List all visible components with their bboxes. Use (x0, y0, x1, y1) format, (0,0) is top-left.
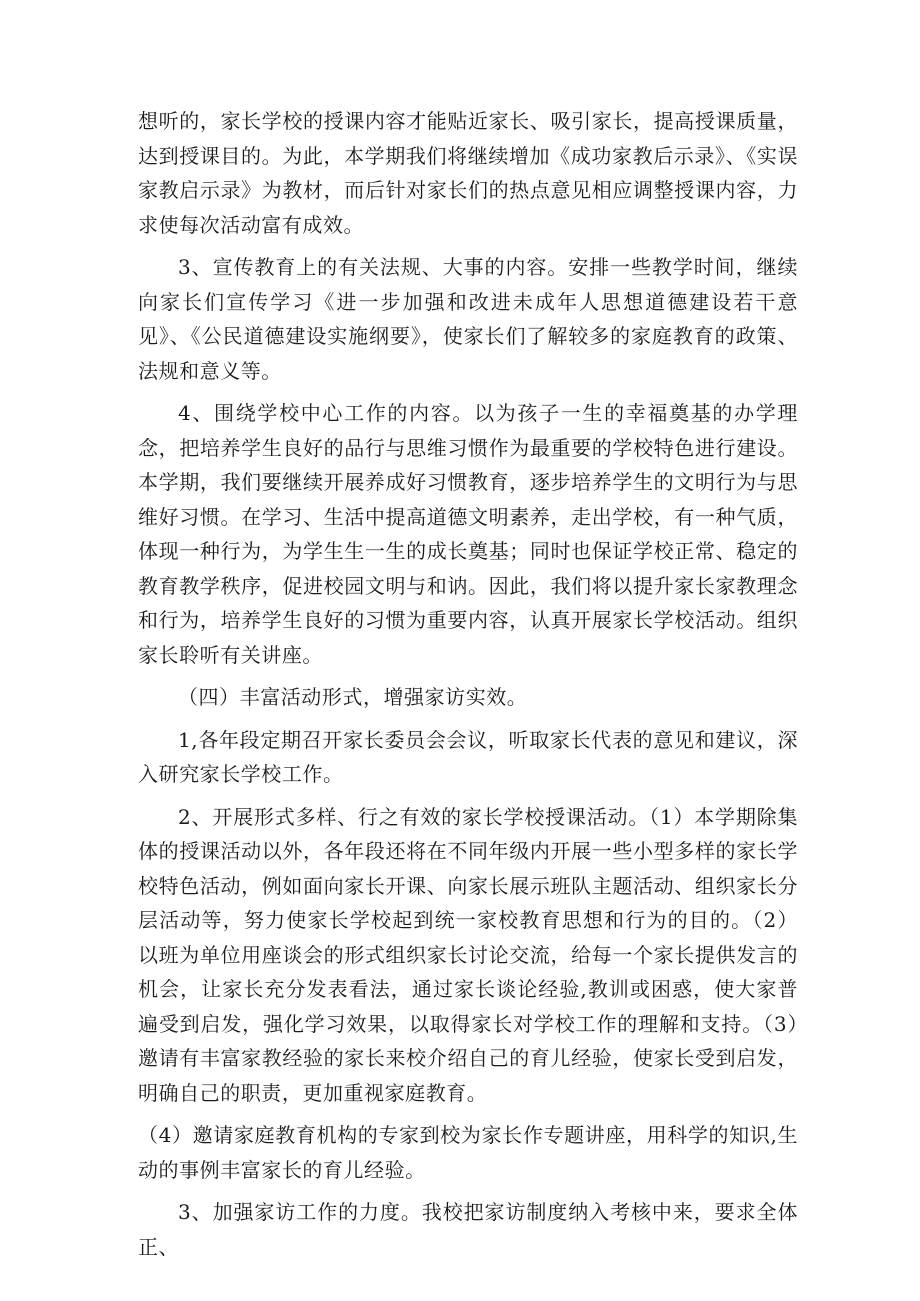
paragraph-item-4: 4、围绕学校中心工作的内容。以为孩子一生的幸福奠基的办学理念，把培养学生良好的品行与思维习惯作为最重要的学校特色进行建设。本学期，我们要继续开展养成好习惯教育，逐步培养学生的文明行为与思维好习惯。在学习、生活中提高道德文明素养，走出学校，有一种气质，体现一种行为，为学生生一生的成长奠基；同时也保证学校正常、稳定的教育教学秩序，促进校园文明与和讷。因此，我们将以提升家长家教理念和行为，培养学生良好的习惯为重要内容，认真开展家长学校活动。组织家长聆听有关讲座。 (138, 401, 798, 667)
paragraph-continuation: 想听的，家长学校的授课内容才能贴近家长、吸引家长，提高授课质量，达到授课目的。为此，本学期我们将继续增加《成功家教后示录》、《实误家教启示录》为教材，而后针对家长们的热点意见相应调整授课内容，力求使每次活动富有成效。 (138, 109, 798, 237)
paragraph-item-3: 3、宣传教育上的有关法规、大事的内容。安排一些教学时间，继续向家长们宣传学习《进一步加强和改进未成年人思想道德建设若干意见》、《公民道德建设实施纲要》，使家长们了解较多的家庭教育的政策、法规和意义等。 (138, 255, 798, 383)
document-body (138, 104, 798, 1272)
paragraph-item-3-home-visit: 3、加强家访工作的力度。我校把家访制度纳入考核中来，要求全体正、 (138, 1200, 798, 1259)
paragraph-subitem-4: （4）邀请家庭教育机构的专家到校为家长作专题讲座，用科学的知识,生动的事例丰富家长的育儿经验。 (138, 1123, 798, 1182)
paragraph-item-2: 2、开展形式多样、行之有效的家长学校授课活动。（1）本学期除集体的授课活动以外，各年段还将在不同年级内开展一些小型多样的家长学校特色活动，例如面向家长开课、向家长展示班队主题活动、组织家长分层活动等，努力使家长学校起到统一家校教育思想和行为的目的。（2）以班为单位用座谈会的形式组织家长讨论交流，给每一个家长提供发言的机会，让家长充分发表看法，通过家长谈论经验,教训或困惑，使大家普遍受到启发，强化学习效果，以取得家长对学校工作的理解和支持。（3）邀请有丰富家教经验的家长来校介绍自己的育儿经验，使家长受到启发，明确自己的职责，更加重视家庭教育。 (138, 804, 798, 1105)
section-heading-4: （四）丰富活动形式，增强家访实效。 (178, 685, 528, 709)
paragraph-item-1: 1,各年段定期召开家长委员会会议，听取家长代表的意见和建议，深入研究家长学校工作。 (138, 727, 798, 786)
